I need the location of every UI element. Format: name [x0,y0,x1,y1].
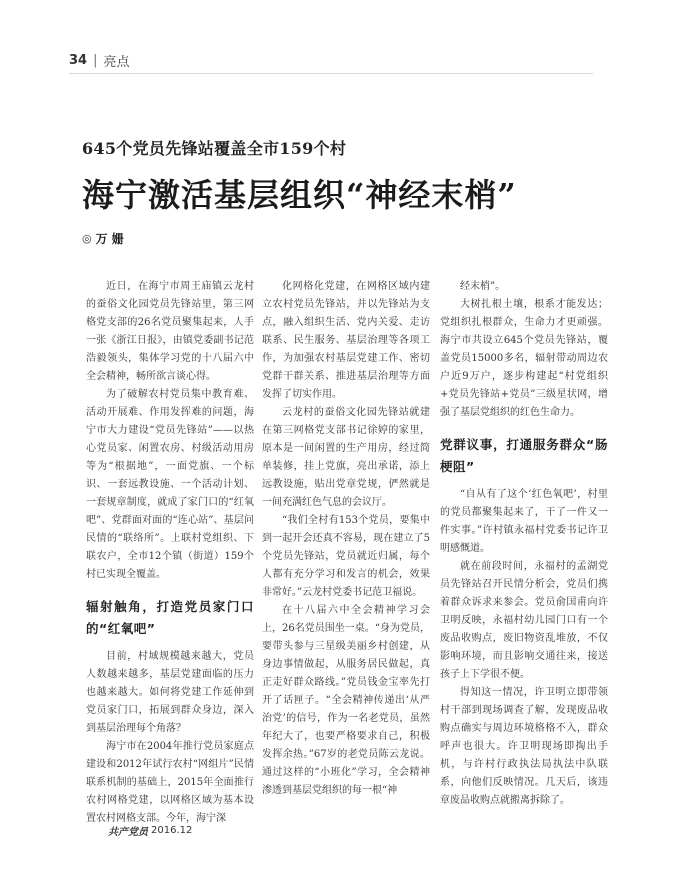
body-paragraph: 目前，村域规模越来越大，党员人数越来越多，基层党建面临的压力也越来越大。如何将党建工作延伸到党员家门口，拓展到群众身边，深入到基层治理每个角落？ [86,651,254,734]
body-paragraph: 为了破解农村党员集中教育难、活动开展难、作用发挥难的问题，海宁市大力建设“党员先锋站”——以热心党员家、闲置农房、村级活动用房等为“根据地”，一面党旗、一个标识、一套远教设施、一个活动计划、一套规章制度，就成了家门口的“红氧吧”、党群面对面的“连心站”、基层问民情的“联络所”。上联村党组织、下联农户，全市12个镇（街道）159个村已实现全覆盖。 [86,389,254,580]
text-column-2 [262,278,430,800]
issue-date: 2016.12 [151,825,193,836]
body-paragraph: 得知这一情况，许卫明立即带领村干部到现场调查了解，发现废品收购点确实与周边环境格格不入，群众呼声也很大。许卫明现场即掏出手机，与许村行政执法局执法中队联系，向他们反映情况。几天后，该违章废品收购点就搬离拆除了。 [440,687,608,806]
header-separator: | [93,52,98,68]
text-column-1 [86,278,254,828]
section-heading: 辐射触角，打造党员家门口的“红氧吧” [86,599,254,636]
author-mark-icon: ◎ [82,232,92,245]
body-paragraph: “我们全村有153个党员，要集中到一起开会还真不容易，现在建立了5个党员先锋站，党员就近归属，每个人都有充分学习和发言的机会，效果非常好。”云龙村党委书记范卫福说。 [262,515,430,598]
body-paragraph: 近日，在海宁市周王庙镇云龙村的蚕俗文化园党员先锋站里，第三网格党支部的26名党员聚集起来，人手一张《浙江日报》，由镇党委副书记范浩毅领头，集体学习党的十八届六中全会精神，畅所欲言谈心得。 [86,281,254,382]
page-header [69,50,130,70]
text-column-3 [440,278,608,810]
body-paragraph: 化网格化党建，在网格区域内建立农村党员先锋站，并以先锋站为支点，融入组织生活、党内关爱、走访联系、民生服务、基层治理等各项工作，为加强农村基层党建工作、密切党群干群关系、推进基层治理等方面发挥了切实作用。 [262,281,430,400]
body-paragraph: “自从有了这个‘红色氧吧’，村里的党员都聚集起来了，干了一件又一件实事。”许村镇永福村党委书记许卫明感慨道。 [440,489,608,554]
author-byline [82,230,124,247]
header-divider [69,73,593,74]
body-paragraph: 海宁市在2004年推行党员家庭点建设和2012年试行农村“网组片”民情联系机制的基础上，2015年全面推行农村网格党建，以网格区域为基本设置农村网格支部。今年，海宁深 [86,741,254,824]
body-paragraph: 云龙村的蚕俗文化园先锋站就建在第三网格党支部书记徐婷的家里，原本是一间闲置的生产用房，经过简单装修，挂上党旗，亮出承诺，添上远教设施，贴出党章党规，俨然就是一间充满红色气息的会议厅。 [262,407,430,508]
body-paragraph: 在十八届六中全会精神学习会上，26名党员围坐一桌。“身为党员，要带头参与三星级美丽乡村创建，从身边事情做起，从服务居民做起，真正走好群众路线。”党员钱金宝率先打开了话匣子。“全会精神传递出‘从严治党’的信号，作为一名老党员，虽然年纪大了，也要严格要求自己，积极发挥余热。”67岁的老党员陈云龙说。通过这样的“小班化”学习，全会精神渗透到基层党组织的每一根“神 [262,605,430,796]
article-title: 海宁激活基层组织“神经末梢” [82,176,517,214]
body-paragraph: 就在前段时间，永福村的孟湖党员先锋站召开民情分析会，党员们携着群众诉求来参会。党员俞国甫向许卫明反映，永福村幼儿园门口有一个废品收购点，废旧物资乱堆放，不仅影响环境，而且影响交通往来，接送孩子上下学很不便。 [440,561,608,680]
body-paragraph: 经末梢”。 [460,281,506,292]
article-subtitle: 645个党员先锋站覆盖全市159个村 [82,139,347,158]
author-name: 万 姗 [95,232,124,246]
page-number: 34 [69,52,88,68]
page-footer [108,823,192,838]
body-paragraph: 大树扎根土壤，根系才能发达；党组织扎根群众，生命力才更顽强。海宁市共设立645个党员先锋站，覆盖党员15000多名，辐射带动周边农户近9万户，逐步构建起“村党组织+党员先锋站+党员”三级星状网，增强了基层党组织的红色生命力。 [440,299,608,418]
publication-logo: 共产党员 [108,827,148,838]
section-name: 亮点 [103,54,130,70]
section-heading: 党群议事，打通服务群众“肠梗阻” [440,437,608,474]
